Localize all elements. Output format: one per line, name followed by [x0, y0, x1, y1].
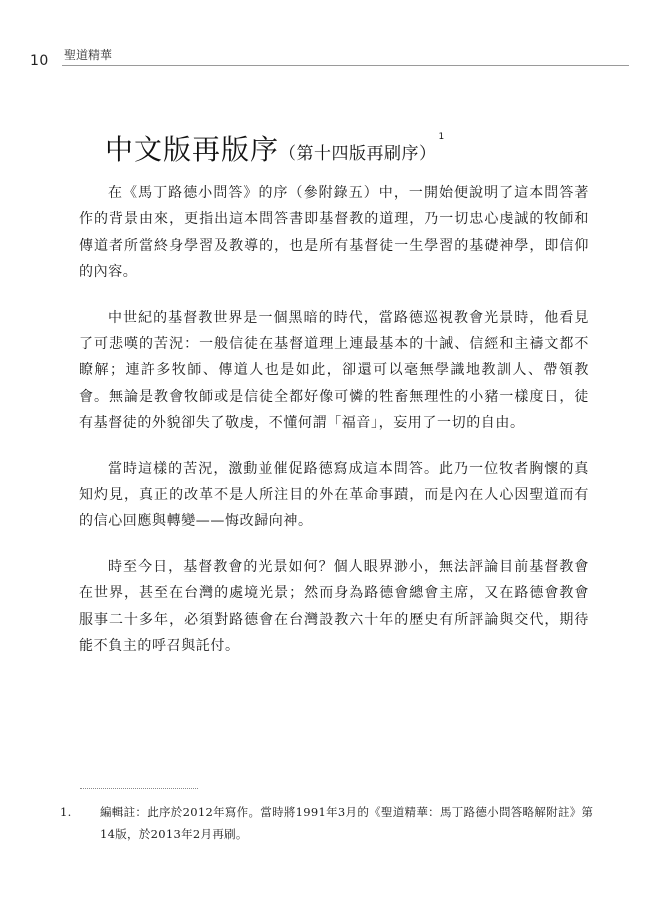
paragraph-2: 中世紀的基督教世界是一個黑暗的時代，當路德巡視教會光景時，他看見了可悲嘆的苦況：一般信徒在基督道理上連最基本的十誡、信經和主禱文都不瞭解；連許多牧師、傳道人也是如此，卻還可以毫無學識地教訓人、帶領教會。無論是教會牧師或是信徒全都好像可憐的牲畜無理性的小豬一樣度日，徒有基督徒的外貌卻失了敬虔，不懂何謂「福音」，妄用了一切的自由。: [79, 309, 589, 432]
page-number: 10: [30, 53, 49, 69]
paragraph-1: 在《馬丁路德小問答》的序（參附錄五）中，一開始便說明了這本問答著作的背景由來，更指出這本問答書即基督教的道理，乃一切忠心虔誠的牧師和傳道者所當終身學習及教導的，也是所有基督徒一生學習的基礎神學，即信仰的內容。: [79, 185, 589, 281]
chapter-heading: [105, 128, 444, 168]
footnote: [60, 801, 600, 845]
chapter-subtitle: （第十四版再刷序）: [279, 144, 437, 164]
chapter-title: 中文版再版序: [105, 133, 280, 166]
paragraph-4: 時至今日，基督教會的光景如何？個人眼界渺小，無法評論目前基督教會在世界，甚至在台灣的處境光景；然而身為路德會總會主席，又在路德會教會服事二十多年，必須對路德會在台灣設教六十年的歷史有所評論與交代，期待能不負主的呼召與託付。: [79, 558, 589, 655]
footnote-divider: [80, 788, 198, 789]
paragraph-3: 當時這樣的苦況，激動並催促路德寫成這本問答。此乃一位牧者胸懷的真知灼見，真正的改革不是人所注目的外在革命事蹟，而是內在人心因聖道而有的信心回應與轉變——悔改歸向神。: [79, 460, 589, 530]
footnote-body: [60, 801, 600, 845]
footnote-text: 編輯註：此序於2012年寫作。當時將1991年3月的《聖道精華：馬丁路德小問答略解附註》第14版，於2013年2月再刷。: [100, 805, 594, 841]
footnote-reference[interactable]: 1: [438, 132, 445, 143]
header-rule: [62, 65, 629, 66]
running-header-title: 聖道精華: [64, 48, 113, 62]
footnote-number: 1.: [60, 805, 72, 819]
body-text: [79, 180, 589, 679]
